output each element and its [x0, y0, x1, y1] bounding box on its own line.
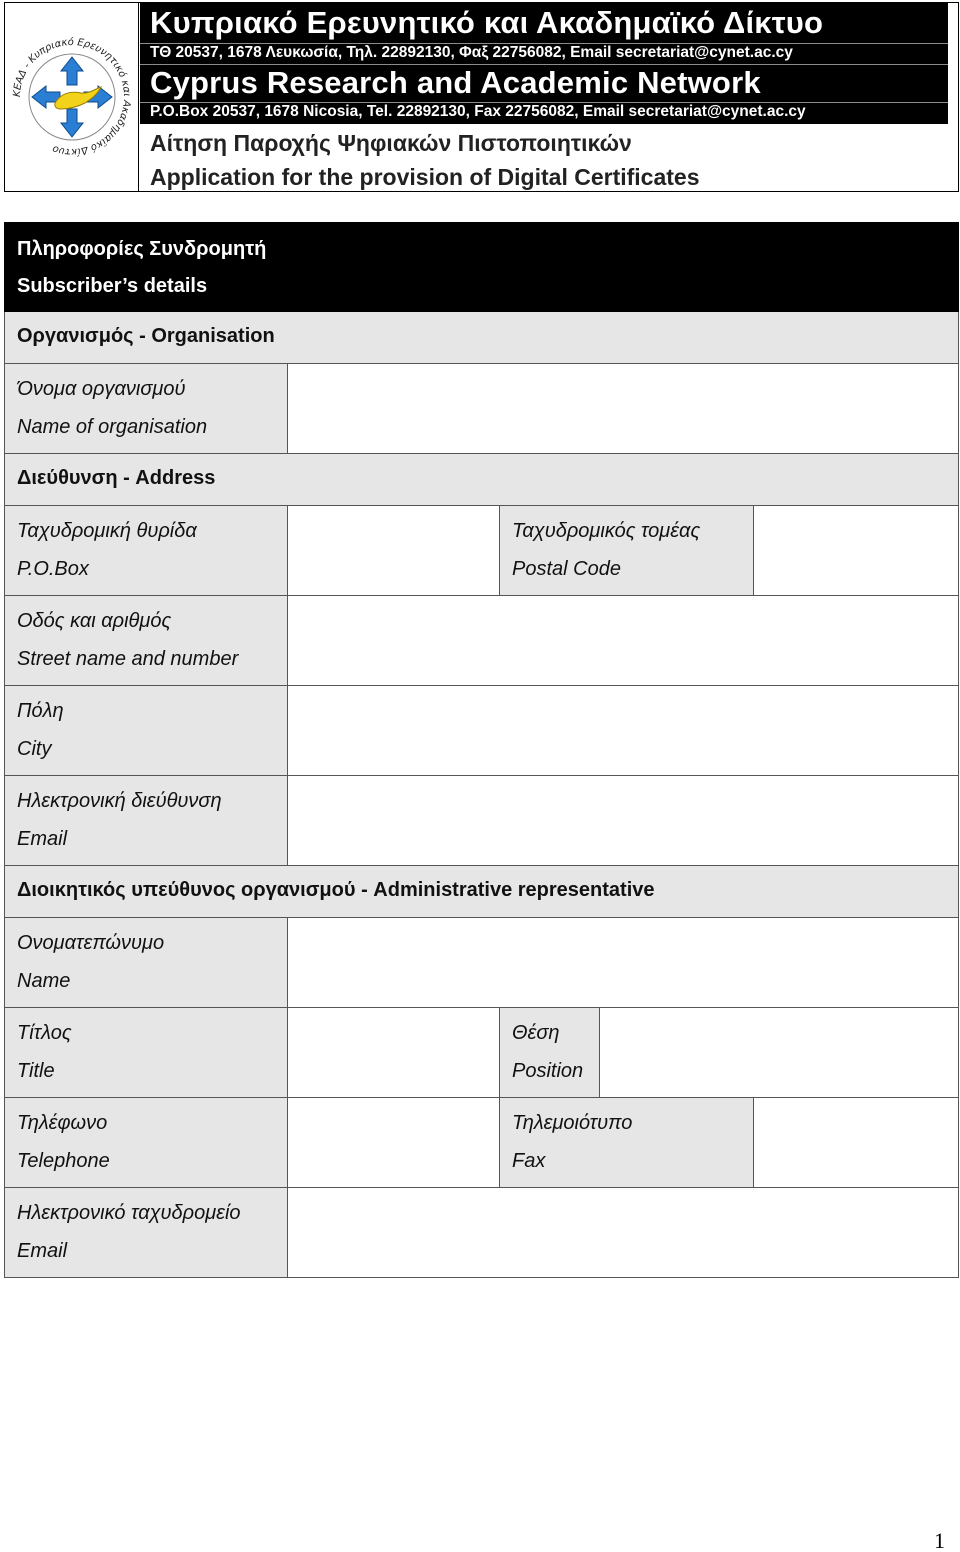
- admin-title-label-english: Title: [17, 1060, 55, 1082]
- letterhead: [4, 2, 959, 192]
- admin-position-label-english: Position: [512, 1060, 584, 1082]
- application-title-greek: Αίτηση Παροχής Ψηφιακών Πιστοποιητικών: [150, 130, 632, 156]
- admin-position-field[interactable]: [599, 1008, 958, 1097]
- admin-name-label-greek: Ονοματεπώνυμο: [17, 932, 165, 954]
- organisation-section: [4, 312, 959, 364]
- postal-code-label-english: Postal Code: [512, 558, 621, 580]
- address-email-label: [5, 776, 287, 865]
- address-section-title: Διεύθυνση - Address: [17, 467, 216, 489]
- pobox-label-english: P.O.Box: [17, 558, 89, 580]
- org-contact-english: P.O.Box 20537, 1678 Nicosia, Tel. 22892130, Fax 22756082, Email secretariat@cynet.ac.cy: [150, 103, 806, 120]
- admin-name-label-english: Name: [17, 970, 71, 992]
- admin-section: [4, 866, 959, 918]
- logo: [5, 3, 139, 191]
- admin-phone-label: [5, 1098, 287, 1187]
- admin-fax-label: [499, 1098, 753, 1187]
- subscriber-heading-greek: Πληροφορίες Συνδρομητή: [17, 238, 267, 260]
- city-label-english: City: [17, 738, 52, 760]
- admin-phone-label-english: Telephone: [17, 1150, 110, 1172]
- address-email-label-greek: Ηλεκτρονική διεύθυνση: [17, 790, 222, 812]
- city-row: [4, 686, 959, 776]
- admin-name-field[interactable]: [287, 918, 958, 1007]
- admin-name-label: [5, 918, 287, 1007]
- organisation-name-field[interactable]: [287, 364, 958, 453]
- organisation-name-row: [4, 364, 959, 454]
- admin-email-label: [5, 1188, 287, 1277]
- logo-ring-text: ΚΕΑΔ - Κυπριακό Ερευνητικό και Ακαδημαϊκό Δίκτυο: [11, 37, 133, 157]
- admin-phone-row: [4, 1098, 959, 1188]
- admin-phone-field[interactable]: [287, 1098, 499, 1187]
- organisation-name-label: [5, 364, 287, 453]
- admin-title-label: [5, 1008, 287, 1097]
- street-field[interactable]: [287, 596, 958, 685]
- admin-section-title: Διοικητικός υπεύθυνος οργανισμού - Administrative representative: [17, 879, 655, 901]
- address-section: [4, 454, 959, 506]
- pobox-label-greek: Ταχυδρομική θυρίδα: [17, 520, 197, 542]
- admin-title-row: [4, 1008, 959, 1098]
- admin-fax-field[interactable]: [753, 1098, 958, 1187]
- admin-title-label-greek: Τίτλος: [17, 1022, 72, 1044]
- application-form: [4, 222, 959, 1278]
- admin-email-field[interactable]: [287, 1188, 958, 1277]
- street-row: [4, 596, 959, 686]
- admin-name-row: [4, 918, 959, 1008]
- city-label: [5, 686, 287, 775]
- address-email-field[interactable]: [287, 776, 958, 865]
- organisation-name-label-english: Name of organisation: [17, 416, 208, 438]
- admin-position-label-greek: Θέση: [512, 1022, 560, 1044]
- application-title: [140, 124, 958, 191]
- city-field[interactable]: [287, 686, 958, 775]
- subscriber-heading-english: Subscriber’s details: [17, 275, 208, 297]
- org-contact-greek: ΤΘ 20537, 1678 Λευκωσία, Τηλ. 22892130, Φαξ 22756082, Email secretariat@cynet.ac.cy: [150, 44, 793, 61]
- street-label: [5, 596, 287, 685]
- admin-title-field[interactable]: [287, 1008, 499, 1097]
- subscriber-heading: [4, 222, 959, 312]
- pobox-row: [4, 506, 959, 596]
- postal-code-field[interactable]: [753, 506, 958, 595]
- street-label-english: Street name and number: [17, 648, 239, 670]
- pobox-label: [5, 506, 287, 595]
- page-number: 1: [934, 1528, 945, 1552]
- admin-position-label: [499, 1008, 599, 1097]
- letterhead-banner: [140, 3, 948, 124]
- admin-email-row: [4, 1188, 959, 1278]
- address-email-row: [4, 776, 959, 866]
- admin-fax-label-english: Fax: [512, 1150, 546, 1172]
- cynet-logo-icon: [11, 37, 133, 157]
- postal-code-label-greek: Ταχυδρομικός τομέας: [512, 520, 701, 542]
- organisation-section-title: Οργανισμός - Organisation: [17, 325, 275, 347]
- admin-fax-label-greek: Τηλεμοιότυπο: [512, 1112, 633, 1134]
- postal-code-label: [499, 506, 753, 595]
- org-title-english: Cyprus Research and Academic Network: [150, 65, 761, 100]
- admin-phone-label-greek: Τηλέφωνο: [17, 1112, 108, 1134]
- organisation-name-label-greek: Όνομα οργανισμού: [17, 378, 186, 400]
- org-title-greek: Κυπριακό Ερευνητικό και Ακαδημαϊκό Δίκτυο: [150, 5, 824, 40]
- application-title-english: Application for the provision of Digital Certificates: [150, 164, 700, 190]
- street-label-greek: Οδός και αριθμός: [17, 610, 172, 632]
- address-email-label-english: Email: [17, 828, 68, 850]
- admin-email-label-greek: Ηλεκτρονικό ταχυδρομείο: [17, 1202, 241, 1224]
- admin-email-label-english: Email: [17, 1240, 68, 1262]
- pobox-field[interactable]: [287, 506, 499, 595]
- city-label-greek: Πόλη: [17, 700, 64, 722]
